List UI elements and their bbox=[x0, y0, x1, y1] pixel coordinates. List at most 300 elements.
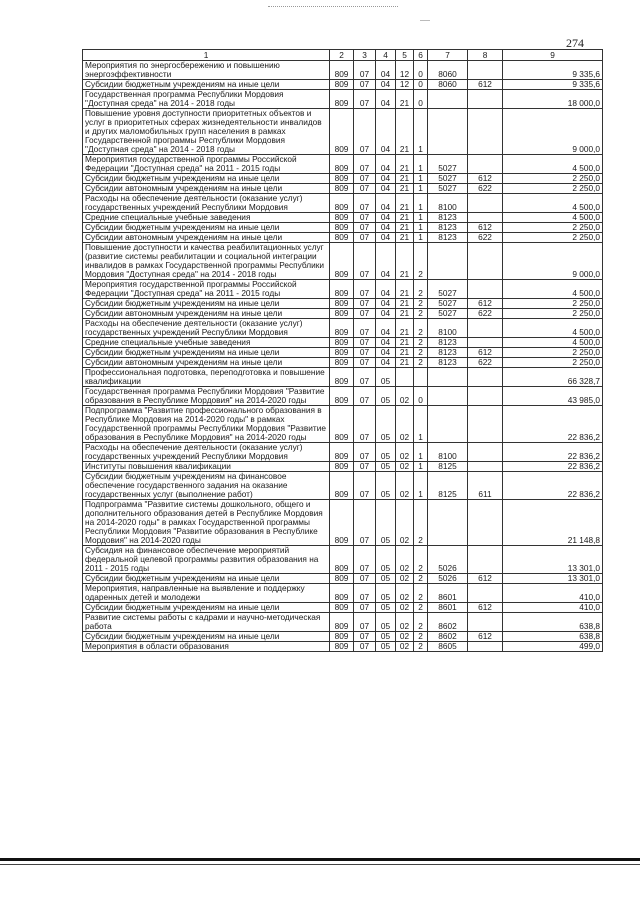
row-target-code bbox=[428, 243, 468, 280]
row-amount: 410,0 bbox=[503, 584, 603, 603]
row-section-code: 07 bbox=[354, 574, 376, 584]
row-expense-type bbox=[468, 243, 503, 280]
row-program-code: 21 bbox=[396, 194, 414, 213]
row-amount: 2 250,0 bbox=[503, 223, 603, 233]
row-name: Повышение уровня доступности приоритетных объектов и услуг в приоритетных сферах жизнедеятельности инвалидов и других маломобильных групп населения в рамках Государственной программы Республики Мордовия "Доступная среда" на 2014 - 2018 годы bbox=[83, 109, 330, 155]
row-subprogram-code: 1 bbox=[414, 443, 428, 462]
scan-artifact-mark bbox=[420, 20, 430, 21]
row-subprogram-code: 1 bbox=[414, 462, 428, 472]
row-name: Субсидии автономным учреждениям на иные цели bbox=[83, 358, 330, 368]
row-target-code: 5027 bbox=[428, 184, 468, 194]
table-row bbox=[83, 243, 603, 280]
row-ministry-code: 809 bbox=[330, 319, 354, 338]
row-subprogram-code: 1 bbox=[414, 472, 428, 500]
row-name: Повышение доступности и качества реабилитационных услуг (развитие системы реабилитации и социальной интеграции инвалидов в рамках Государственной программы Республики Мордовия "Доступная среда" на 2014 - 2018 годы bbox=[83, 243, 330, 280]
column-header: 1 bbox=[83, 50, 330, 61]
row-subsection-code: 05 bbox=[376, 546, 396, 574]
column-header: 6 bbox=[414, 50, 428, 61]
row-ministry-code: 809 bbox=[330, 368, 354, 387]
row-name: Субсидии бюджетным учреждениям на иные цели bbox=[83, 632, 330, 642]
row-subprogram-code: 2 bbox=[414, 632, 428, 642]
row-subsection-code: 04 bbox=[376, 109, 396, 155]
row-expense-type: 612 bbox=[468, 348, 503, 358]
table-row bbox=[83, 462, 603, 472]
table-row bbox=[83, 319, 603, 338]
row-expense-type: 622 bbox=[468, 309, 503, 319]
row-ministry-code: 809 bbox=[330, 309, 354, 319]
table-row bbox=[83, 546, 603, 574]
row-ministry-code: 809 bbox=[330, 174, 354, 184]
row-program-code: 02 bbox=[396, 500, 414, 546]
row-subprogram-code: 2 bbox=[414, 358, 428, 368]
row-expense-type: 622 bbox=[468, 233, 503, 243]
row-name: Средние специальные учебные заведения bbox=[83, 338, 330, 348]
row-expense-type: 612 bbox=[468, 299, 503, 309]
row-amount: 22 836,2 bbox=[503, 472, 603, 500]
row-subsection-code: 05 bbox=[376, 406, 396, 443]
row-target-code bbox=[428, 368, 468, 387]
row-program-code: 02 bbox=[396, 613, 414, 632]
row-target-code: 5027 bbox=[428, 309, 468, 319]
row-amount: 638,8 bbox=[503, 632, 603, 642]
row-subsection-code: 04 bbox=[376, 338, 396, 348]
row-section-code: 07 bbox=[354, 243, 376, 280]
row-ministry-code: 809 bbox=[330, 546, 354, 574]
row-amount: 2 250,0 bbox=[503, 184, 603, 194]
table-header-row bbox=[83, 50, 603, 61]
row-section-code: 07 bbox=[354, 223, 376, 233]
row-amount: 9 335,6 bbox=[503, 61, 603, 80]
row-expense-type: 612 bbox=[468, 632, 503, 642]
row-subsection-code: 05 bbox=[376, 642, 396, 652]
row-subsection-code: 05 bbox=[376, 387, 396, 406]
table-body bbox=[83, 61, 603, 652]
row-ministry-code: 809 bbox=[330, 613, 354, 632]
row-section-code: 07 bbox=[354, 309, 376, 319]
row-expense-type bbox=[468, 642, 503, 652]
row-ministry-code: 809 bbox=[330, 443, 354, 462]
row-amount: 4 500,0 bbox=[503, 319, 603, 338]
row-ministry-code: 809 bbox=[330, 387, 354, 406]
row-subprogram-code: 1 bbox=[414, 406, 428, 443]
row-subsection-code: 04 bbox=[376, 309, 396, 319]
row-expense-type bbox=[468, 319, 503, 338]
row-section-code: 07 bbox=[354, 358, 376, 368]
row-amount: 13 301,0 bbox=[503, 546, 603, 574]
row-program-code: 21 bbox=[396, 233, 414, 243]
row-subsection-code: 05 bbox=[376, 584, 396, 603]
row-amount: 66 328,7 bbox=[503, 368, 603, 387]
row-subsection-code: 05 bbox=[376, 472, 396, 500]
row-section-code: 07 bbox=[354, 603, 376, 613]
row-name: Субсидии бюджетным учреждениям на иные цели bbox=[83, 174, 330, 184]
row-target-code: 8123 bbox=[428, 338, 468, 348]
table-row bbox=[83, 309, 603, 319]
row-expense-type bbox=[468, 584, 503, 603]
row-target-code: 8060 bbox=[428, 61, 468, 80]
row-expense-type: 622 bbox=[468, 358, 503, 368]
row-section-code: 07 bbox=[354, 368, 376, 387]
table-row bbox=[83, 584, 603, 603]
row-subsection-code: 05 bbox=[376, 368, 396, 387]
row-ministry-code: 809 bbox=[330, 194, 354, 213]
table-row bbox=[83, 387, 603, 406]
row-target-code bbox=[428, 90, 468, 109]
row-subprogram-code: 0 bbox=[414, 90, 428, 109]
row-subprogram-code bbox=[414, 368, 428, 387]
row-program-code: 21 bbox=[396, 243, 414, 280]
row-section-code: 07 bbox=[354, 299, 376, 309]
row-section-code: 07 bbox=[354, 61, 376, 80]
row-section-code: 07 bbox=[354, 109, 376, 155]
row-ministry-code: 809 bbox=[330, 109, 354, 155]
row-amount: 2 250,0 bbox=[503, 174, 603, 184]
table-row bbox=[83, 603, 603, 613]
row-name: Мероприятия по энергосбережению и повышению энергоэффективности bbox=[83, 61, 330, 80]
row-target-code: 8123 bbox=[428, 358, 468, 368]
row-target-code bbox=[428, 109, 468, 155]
row-subprogram-code: 2 bbox=[414, 309, 428, 319]
row-expense-type bbox=[468, 109, 503, 155]
row-expense-type: 612 bbox=[468, 174, 503, 184]
row-target-code bbox=[428, 406, 468, 443]
row-expense-type bbox=[468, 368, 503, 387]
row-subprogram-code: 1 bbox=[414, 155, 428, 174]
row-section-code: 07 bbox=[354, 280, 376, 299]
row-ministry-code: 809 bbox=[330, 80, 354, 90]
row-target-code: 5026 bbox=[428, 574, 468, 584]
scan-artifact-top bbox=[268, 6, 398, 8]
row-amount: 2 250,0 bbox=[503, 348, 603, 358]
column-header: 3 bbox=[354, 50, 376, 61]
row-subsection-code: 05 bbox=[376, 462, 396, 472]
row-subprogram-code: 0 bbox=[414, 80, 428, 90]
row-expense-type: 612 bbox=[468, 574, 503, 584]
column-header: 2 bbox=[330, 50, 354, 61]
row-name: Расходы на обеспечение деятельности (оказание услуг) государственных учреждений Республики Мордовия bbox=[83, 319, 330, 338]
row-target-code bbox=[428, 387, 468, 406]
row-amount: 4 500,0 bbox=[503, 338, 603, 348]
row-ministry-code: 809 bbox=[330, 233, 354, 243]
row-program-code: 02 bbox=[396, 574, 414, 584]
row-section-code: 07 bbox=[354, 90, 376, 109]
row-program-code: 21 bbox=[396, 309, 414, 319]
row-section-code: 07 bbox=[354, 500, 376, 546]
row-name: Подпрограмма "Развитие системы дошкольного, общего и дополнительного образования детей в Республике Мордовия на 2014-2020 годы" в рамках Государственной программы Республики Мордовия "Развитие образования в Республике Мордовия" на 2014-2020 годы bbox=[83, 500, 330, 546]
row-section-code: 07 bbox=[354, 584, 376, 603]
row-subsection-code: 04 bbox=[376, 299, 396, 309]
row-subsection-code: 05 bbox=[376, 632, 396, 642]
row-subsection-code: 04 bbox=[376, 194, 396, 213]
row-program-code: 02 bbox=[396, 603, 414, 613]
row-expense-type bbox=[468, 546, 503, 574]
row-section-code: 07 bbox=[354, 632, 376, 642]
row-ministry-code: 809 bbox=[330, 243, 354, 280]
table-row bbox=[83, 213, 603, 223]
row-expense-type bbox=[468, 406, 503, 443]
row-ministry-code: 809 bbox=[330, 90, 354, 109]
row-name: Институты повышения квалификации bbox=[83, 462, 330, 472]
row-amount: 4 500,0 bbox=[503, 194, 603, 213]
row-ministry-code: 809 bbox=[330, 223, 354, 233]
row-amount: 410,0 bbox=[503, 603, 603, 613]
row-name: Субсидии автономным учреждениям на иные цели bbox=[83, 309, 330, 319]
row-subsection-code: 04 bbox=[376, 233, 396, 243]
row-subsection-code: 04 bbox=[376, 213, 396, 223]
row-section-code: 07 bbox=[354, 387, 376, 406]
row-name: Субсидии автономным учреждениям на иные цели bbox=[83, 233, 330, 243]
table-row bbox=[83, 80, 603, 90]
row-expense-type bbox=[468, 213, 503, 223]
row-section-code: 07 bbox=[354, 462, 376, 472]
table-row bbox=[83, 223, 603, 233]
row-target-code: 8602 bbox=[428, 613, 468, 632]
row-target-code: 8123 bbox=[428, 223, 468, 233]
table-row bbox=[83, 613, 603, 632]
row-subprogram-code: 1 bbox=[414, 223, 428, 233]
column-header: 9 bbox=[503, 50, 603, 61]
table-row bbox=[83, 368, 603, 387]
row-section-code: 07 bbox=[354, 233, 376, 243]
row-target-code: 8100 bbox=[428, 443, 468, 462]
row-name: Расходы на обеспечение деятельности (оказание услуг) государственных учреждений Республики Мордовия bbox=[83, 194, 330, 213]
row-name: Государственная программа Республики Мордовия "Развитие образования в Республике Мордовия" на 2014-2020 годы bbox=[83, 387, 330, 406]
row-expense-type bbox=[468, 443, 503, 462]
row-target-code: 8100 bbox=[428, 319, 468, 338]
row-ministry-code: 809 bbox=[330, 61, 354, 80]
row-program-code: 21 bbox=[396, 338, 414, 348]
row-section-code: 07 bbox=[354, 472, 376, 500]
row-target-code: 5027 bbox=[428, 280, 468, 299]
row-subprogram-code: 2 bbox=[414, 642, 428, 652]
row-target-code: 8123 bbox=[428, 348, 468, 358]
row-subprogram-code: 2 bbox=[414, 584, 428, 603]
table-row bbox=[83, 500, 603, 546]
row-section-code: 07 bbox=[354, 348, 376, 358]
row-target-code: 8123 bbox=[428, 233, 468, 243]
row-target-code: 8123 bbox=[428, 213, 468, 223]
row-section-code: 07 bbox=[354, 319, 376, 338]
row-subprogram-code: 2 bbox=[414, 243, 428, 280]
row-section-code: 07 bbox=[354, 80, 376, 90]
row-program-code: 02 bbox=[396, 632, 414, 642]
row-subsection-code: 04 bbox=[376, 223, 396, 233]
row-subprogram-code: 1 bbox=[414, 184, 428, 194]
row-program-code: 02 bbox=[396, 443, 414, 462]
table-row bbox=[83, 184, 603, 194]
table-row bbox=[83, 90, 603, 109]
row-name: Подпрограмма "Развитие профессионального образования в Республике Мордовия на 2014-2020 годы" в рамках Государственной программы Республики Мордовия "Развитие образования в Республике Мордовия" на 2014-2020 годы bbox=[83, 406, 330, 443]
row-name: Мероприятия государственной программы Российской Федерации "Доступная среда" на 2011 - 2015 годы bbox=[83, 155, 330, 174]
row-target-code: 5026 bbox=[428, 546, 468, 574]
row-program-code: 02 bbox=[396, 642, 414, 652]
row-program-code: 21 bbox=[396, 213, 414, 223]
column-header: 8 bbox=[468, 50, 503, 61]
table-row bbox=[83, 632, 603, 642]
row-target-code: 8601 bbox=[428, 603, 468, 613]
row-amount: 2 250,0 bbox=[503, 309, 603, 319]
row-program-code: 21 bbox=[396, 223, 414, 233]
row-subprogram-code: 2 bbox=[414, 280, 428, 299]
row-subprogram-code: 2 bbox=[414, 348, 428, 358]
row-subprogram-code: 1 bbox=[414, 194, 428, 213]
row-subsection-code: 05 bbox=[376, 613, 396, 632]
row-subprogram-code: 2 bbox=[414, 613, 428, 632]
row-program-code: 21 bbox=[396, 109, 414, 155]
row-ministry-code: 809 bbox=[330, 213, 354, 223]
row-ministry-code: 809 bbox=[330, 280, 354, 299]
row-ministry-code: 809 bbox=[330, 358, 354, 368]
row-target-code bbox=[428, 500, 468, 546]
table-row bbox=[83, 338, 603, 348]
table-row bbox=[83, 61, 603, 80]
row-amount: 638,8 bbox=[503, 613, 603, 632]
row-subprogram-code: 2 bbox=[414, 500, 428, 546]
row-subsection-code: 04 bbox=[376, 155, 396, 174]
row-subprogram-code: 2 bbox=[414, 338, 428, 348]
row-amount: 9 335,6 bbox=[503, 80, 603, 90]
row-program-code: 21 bbox=[396, 90, 414, 109]
row-amount: 2 250,0 bbox=[503, 299, 603, 309]
row-amount: 2 250,0 bbox=[503, 233, 603, 243]
row-ministry-code: 809 bbox=[330, 299, 354, 309]
row-subprogram-code: 1 bbox=[414, 213, 428, 223]
row-subprogram-code: 0 bbox=[414, 61, 428, 80]
row-section-code: 07 bbox=[354, 443, 376, 462]
table-row bbox=[83, 194, 603, 213]
row-target-code: 8060 bbox=[428, 80, 468, 90]
row-amount: 22 836,2 bbox=[503, 462, 603, 472]
row-ministry-code: 809 bbox=[330, 603, 354, 613]
row-expense-type bbox=[468, 462, 503, 472]
row-ministry-code: 809 bbox=[330, 642, 354, 652]
row-expense-type bbox=[468, 613, 503, 632]
row-amount: 4 500,0 bbox=[503, 213, 603, 223]
row-name: Мероприятия, направленные на выявление и поддержку одаренных детей и молодежи bbox=[83, 584, 330, 603]
row-program-code bbox=[396, 368, 414, 387]
table-row bbox=[83, 174, 603, 184]
row-section-code: 07 bbox=[354, 155, 376, 174]
row-subprogram-code: 2 bbox=[414, 603, 428, 613]
row-expense-type bbox=[468, 90, 503, 109]
row-expense-type bbox=[468, 280, 503, 299]
row-subsection-code: 05 bbox=[376, 603, 396, 613]
row-expense-type bbox=[468, 387, 503, 406]
row-expense-type: 612 bbox=[468, 603, 503, 613]
row-expense-type: 622 bbox=[468, 184, 503, 194]
row-name: Мероприятия государственной программы Российской Федерации "Доступная среда" на 2011 - 2015 годы bbox=[83, 280, 330, 299]
row-amount: 4 500,0 bbox=[503, 280, 603, 299]
row-name: Средние специальные учебные заведения bbox=[83, 213, 330, 223]
row-expense-type: 612 bbox=[468, 80, 503, 90]
row-ministry-code: 809 bbox=[330, 184, 354, 194]
page-number: 274 bbox=[566, 36, 584, 50]
row-amount: 9 000,0 bbox=[503, 109, 603, 155]
row-subsection-code: 05 bbox=[376, 500, 396, 546]
row-subsection-code: 05 bbox=[376, 574, 396, 584]
row-subsection-code: 04 bbox=[376, 280, 396, 299]
page-bottom-rule-thin bbox=[0, 864, 640, 865]
row-program-code: 02 bbox=[396, 584, 414, 603]
row-target-code: 8602 bbox=[428, 632, 468, 642]
row-ministry-code: 809 bbox=[330, 632, 354, 642]
row-expense-type: 611 bbox=[468, 472, 503, 500]
row-amount: 9 000,0 bbox=[503, 243, 603, 280]
column-header: 4 bbox=[376, 50, 396, 61]
row-program-code: 21 bbox=[396, 348, 414, 358]
table-row bbox=[83, 348, 603, 358]
row-program-code: 21 bbox=[396, 358, 414, 368]
row-subprogram-code: 2 bbox=[414, 574, 428, 584]
row-program-code: 21 bbox=[396, 155, 414, 174]
row-subprogram-code: 1 bbox=[414, 233, 428, 243]
row-subsection-code: 04 bbox=[376, 243, 396, 280]
row-amount: 4 500,0 bbox=[503, 155, 603, 174]
row-name: Государственная программа Республики Мордовия "Доступная среда" на 2014 - 2018 годы bbox=[83, 90, 330, 109]
row-ministry-code: 809 bbox=[330, 462, 354, 472]
row-amount: 2 250,0 bbox=[503, 358, 603, 368]
row-name: Субсидии бюджетным учреждениям на иные цели bbox=[83, 574, 330, 584]
row-subsection-code: 04 bbox=[376, 80, 396, 90]
row-subsection-code: 04 bbox=[376, 90, 396, 109]
table-row bbox=[83, 233, 603, 243]
row-target-code: 5027 bbox=[428, 299, 468, 309]
row-subsection-code: 04 bbox=[376, 61, 396, 80]
row-name: Субсидии бюджетным учреждениям на иные цели bbox=[83, 80, 330, 90]
row-program-code: 21 bbox=[396, 174, 414, 184]
row-program-code: 21 bbox=[396, 299, 414, 309]
table-row bbox=[83, 155, 603, 174]
page-bottom-rule bbox=[0, 858, 640, 861]
row-subprogram-code: 2 bbox=[414, 546, 428, 574]
row-name: Расходы на обеспечение деятельности (оказание услуг) государственных учреждений Республики Мордовия bbox=[83, 443, 330, 462]
row-subsection-code: 04 bbox=[376, 174, 396, 184]
table-row bbox=[83, 642, 603, 652]
row-amount: 22 836,2 bbox=[503, 443, 603, 462]
row-name: Субсидии бюджетным учреждениям на финансовое обеспечение государственного задания на оказание государственных услуг (выполнение работ) bbox=[83, 472, 330, 500]
row-name: Субсидии бюджетным учреждениям на иные цели bbox=[83, 223, 330, 233]
row-name: Мероприятия в области образования bbox=[83, 642, 330, 652]
row-name: Субсидии бюджетным учреждениям на иные цели bbox=[83, 603, 330, 613]
row-section-code: 07 bbox=[354, 546, 376, 574]
row-name: Субсидия на финансовое обеспечение мероприятий федеральной целевой программы развития образования на 2011 - 2015 годы bbox=[83, 546, 330, 574]
row-ministry-code: 809 bbox=[330, 584, 354, 603]
budget-table bbox=[82, 49, 603, 652]
row-expense-type bbox=[468, 155, 503, 174]
row-subsection-code: 04 bbox=[376, 358, 396, 368]
row-program-code: 02 bbox=[396, 387, 414, 406]
column-header: 5 bbox=[396, 50, 414, 61]
row-expense-type bbox=[468, 194, 503, 213]
row-name: Субсидии бюджетным учреждениям на иные цели bbox=[83, 348, 330, 358]
row-subprogram-code: 2 bbox=[414, 299, 428, 309]
row-ministry-code: 809 bbox=[330, 348, 354, 358]
row-target-code: 8605 bbox=[428, 642, 468, 652]
column-header: 7 bbox=[428, 50, 468, 61]
table-row bbox=[83, 358, 603, 368]
row-subsection-code: 04 bbox=[376, 348, 396, 358]
row-program-code: 21 bbox=[396, 319, 414, 338]
row-target-code: 8601 bbox=[428, 584, 468, 603]
table-row bbox=[83, 109, 603, 155]
row-program-code: 21 bbox=[396, 280, 414, 299]
row-target-code: 8100 bbox=[428, 194, 468, 213]
row-program-code: 02 bbox=[396, 406, 414, 443]
row-target-code: 5027 bbox=[428, 174, 468, 184]
row-section-code: 07 bbox=[354, 642, 376, 652]
row-section-code: 07 bbox=[354, 213, 376, 223]
row-section-code: 07 bbox=[354, 406, 376, 443]
